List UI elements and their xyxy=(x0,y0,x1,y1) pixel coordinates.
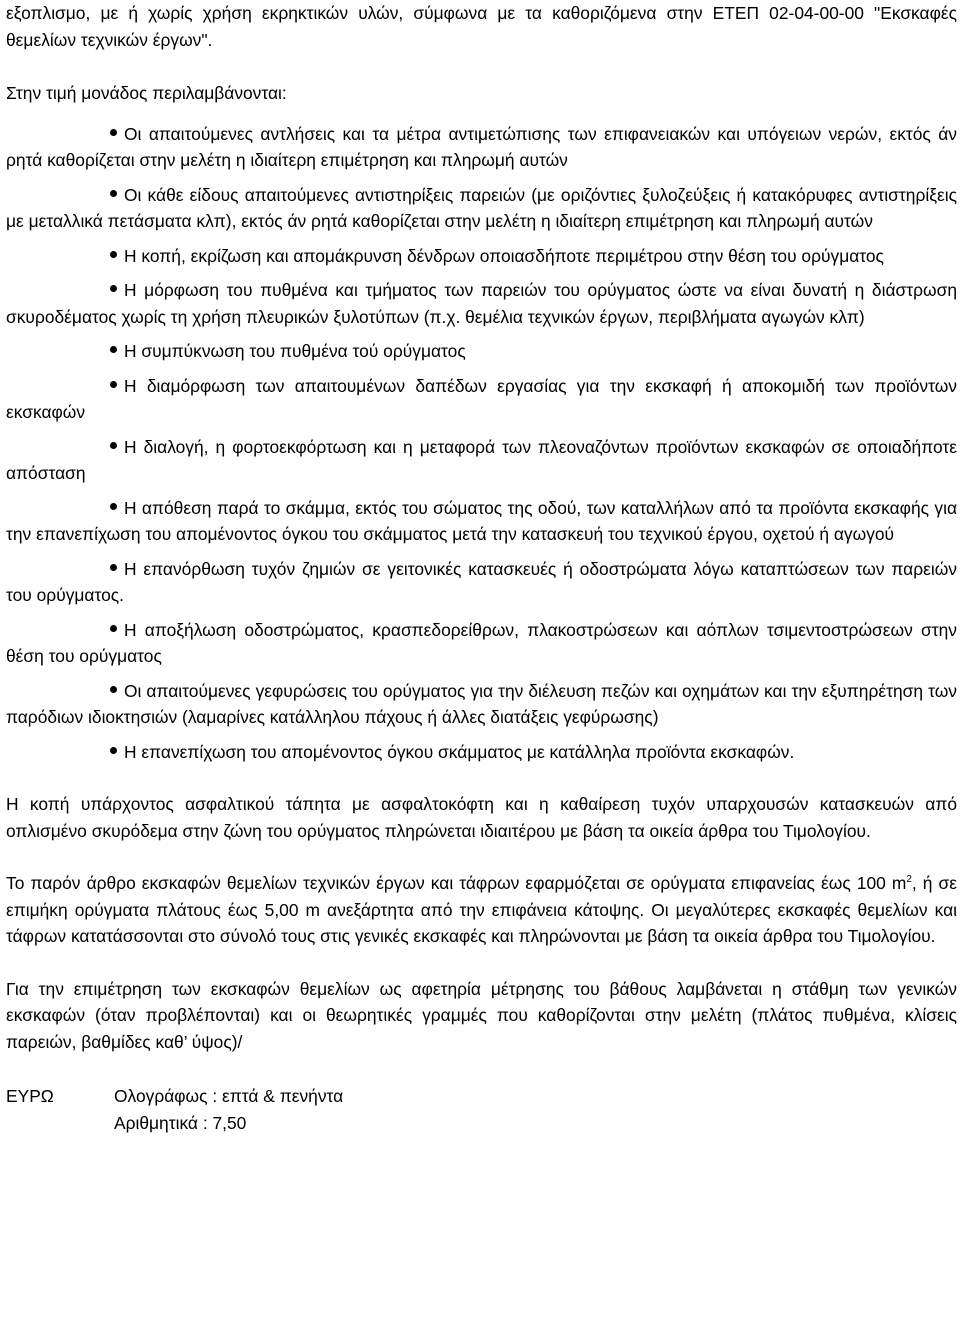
asphalt-paragraph: Η κοπή υπάρχοντος ασφαλτικού τάπητα με ασφαλτοκόφτη και η καθαίρεση τυχόν υπαρχουσών κατασκευών από οπλισμένο σκυρόδεμα στην ζώνη του ορύγματος πληρώνεται ιδιαιτέρου με βάση τα οικεία άρθρα του Τιμολογίου. xyxy=(6,794,957,841)
list-item: Η κοπή, εκρίζωση και απομάκρυνση δένδρων οποιασδήποτε περιμέτρου στην θέση του ορύγματος xyxy=(124,245,884,266)
document-page xyxy=(6,0,957,1143)
list-item: Οι απαιτούμενες γεφυρώσεις του ορύγματος για την διέλευση πεζών και οχημάτων και την εξυπηρέτηση των παρόδιων ιδιοκτησιών (λαμαρίνες κατάλληλου πάχους ή άλλες διατάξεις γεφύρωσης) xyxy=(6,680,957,727)
intro-text: Στην τιμή μονάδος περιλαμβάνονται: xyxy=(6,83,287,103)
price-in-words: Ολογράφως : επτά & πενήντα xyxy=(114,1086,344,1106)
scope-paragraph: Το παρόν άρθρο εκσκαφών θεμελίων τεχνικών έργων και τάφρων εφαρμόζεται σε ορύγματα επιφανείας έως 100 $m^2$, ή σε επιμήκη ορύγματα πλάτους έως 5,00 m ανεξάρτητα από την επιφάνεια κάτοψης. Οι μεγαλύτερες εκσκαφές θεμελίων και τάφρων κατατάσσονται στο σύνολό τους στις γενικές εκσκαφές και πληρώνονται με βάση τα οικεία άρθρα του Τιμολογίου. xyxy=(6,873,957,946)
list-item: Η συμπύκνωση του πυθμένα τού ορύγματος xyxy=(124,341,466,361)
price-in-numbers: Αριθμητικά : 7,50 xyxy=(114,1113,247,1133)
measurement-paragraph: Για την επιμέτρηση των εκσκαφών θεμελίων ως αφετηρία μέτρησης του βάθους λαμβάνεται η στάθμη των γενικών εκσκαφών (όταν προβλέπονται) και οι θεωρητικές γραμμές που καθορίζονται στην μελέτη (πλάτος πυθμένα, κλίσεις παρειών, βαθμίδες καθ’ ύψος)/ xyxy=(6,978,957,1052)
list-item: Η επανόρθωση τυχόν ζημιών σε γειτονικές κατασκευές ή οδοστρώματα λόγω καταπτώσεων των παρειών του ορύγματος. xyxy=(6,558,957,605)
list-item: Η επανεπίχωση του απομένοντος όγκου σκάμματος με κατάλληλα προϊόντα εκσκαφών. xyxy=(124,741,795,762)
list-item: Η αποξήλωση οδοστρώματος, κρασπεδορείθρων, πλακοστρώσεων και αόπλων τσιμεντοστρώσεων στην θέση του ορύγματος xyxy=(6,619,957,666)
superscript-exponent: 2 xyxy=(906,874,912,885)
top-paragraph: εξοπλισμο, με ή χωρίς χρήση εκρηκτικών υλών, σύμφωνα με τα καθοριζόμενα στην ΕΤΕΠ 02-04-00-00 "Εκσκαφές θεμελίων τεχνικών έργων". xyxy=(6,3,957,50)
list-item: Οι απαιτούμενες αντλήσεις και τα μέτρα αντιμετώπισης των επιφανειακών και υπόγειων νερών, εκτός άν ρητά καθορίζεται στην μελέτη η ιδιαίτερη επιμέτρηση και πληρωμή αυτών xyxy=(6,123,957,170)
list-item: Οι κάθε είδους απαιτούμενες αντιστηρίξεις παρειών (με οριζόντιες ξυλοζεύξεις ή κατακόρυφες αντιστηρίξεις με μεταλλικά πετάσματα κλπ), εκτός άν ρητά καθορίζεται στην μελέτη η ιδιαίτερη επιμέτρηση και πληρωμή αυτών xyxy=(6,184,957,231)
price-block xyxy=(6,1083,957,1143)
list-item: Η διαμόρφωση των απαιτουμένων δαπέδων εργασίας για την εκσκαφή ή αποκομιδή των προϊόντων εκσκαφών xyxy=(6,375,957,422)
included-items-list xyxy=(6,121,957,766)
list-item: Η απόθεση παρά το σκάμμα, εκτός του σώματος της οδού, των καταλλήλων από τα προϊόντα εκσκαφής για την επανεπίχωση του απομένοντος όγκου του σκάμματος μετά την κατασκευή του τεχνικού έργου, οχετού ή αγωγού xyxy=(6,497,957,544)
list-item: Η διαλογή, η φορτοεκφόρτωση και η μεταφορά των πλεοναζόντων προϊόντων εκσκαφών σε οποιαδήποτε απόσταση xyxy=(6,436,957,483)
list-item: Η μόρφωση του πυθμένα και τμήματος των παρειών του ορύγματος ώστε να είναι δυνατή η διάστρωση σκυροδέματος χωρίς τη χρήση πλευρικών ξυλοτύπων (π.χ. θεμέλια τεχνικών έργων, περιβλήματα αγωγών κλπ) xyxy=(6,280,957,327)
currency-label: ΕΥΡΩ xyxy=(6,1086,54,1106)
